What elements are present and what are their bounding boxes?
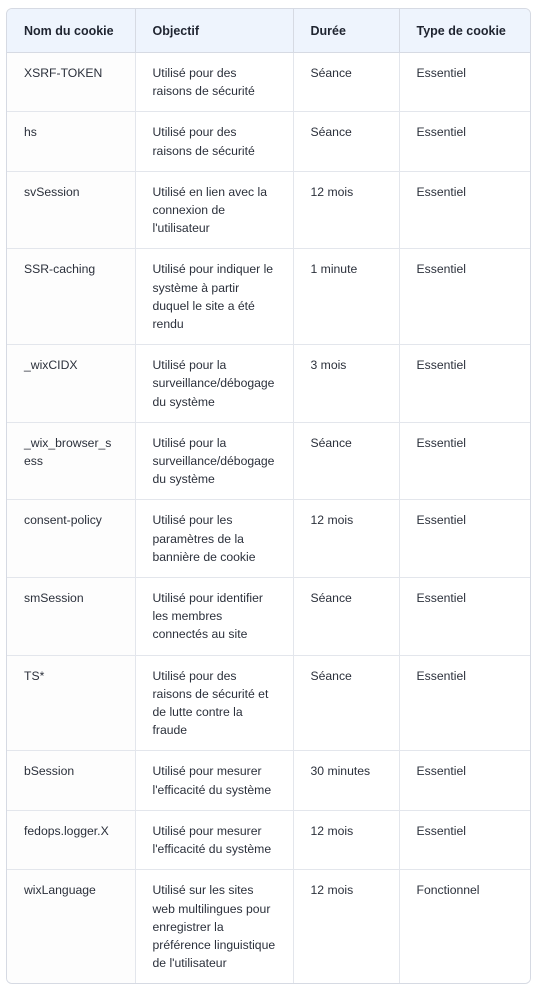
cookie-type-cell: Essentiel xyxy=(399,422,530,500)
table-row xyxy=(7,870,530,984)
table-row xyxy=(7,53,530,112)
cookie-duration-cell: 12 mois xyxy=(293,810,399,869)
cookie-duration-cell: Séance xyxy=(293,578,399,656)
cookie-duration-cell: Séance xyxy=(293,655,399,751)
cookie-purpose-cell: Utilisé pour la surveillance/débogage du système xyxy=(135,422,293,500)
cookie-duration-cell: 12 mois xyxy=(293,171,399,249)
cookie-purpose-cell: Utilisé pour la surveillance/débogage du système xyxy=(135,345,293,423)
column-header-purpose: Objectif xyxy=(135,9,293,53)
cookie-purpose-cell: Utilisé sur les sites web multilingues pour enregistrer la préférence linguistique de l'utilisateur xyxy=(135,870,293,984)
cookie-type-cell: Essentiel xyxy=(399,112,530,171)
table-row xyxy=(7,171,530,249)
table-row xyxy=(7,112,530,171)
cookie-name-cell: svSession xyxy=(7,171,135,249)
cookie-purpose-cell: Utilisé pour des raisons de sécurité xyxy=(135,53,293,112)
cookie-purpose-cell: Utilisé pour mesurer l'efficacité du système xyxy=(135,751,293,810)
column-header-cookie-type: Type de cookie xyxy=(399,9,530,53)
cookie-duration-cell: Séance xyxy=(293,53,399,112)
cookie-name-cell: wixLanguage xyxy=(7,870,135,984)
cookie-duration-cell: 1 minute xyxy=(293,249,399,345)
table-row xyxy=(7,655,530,751)
cookie-table xyxy=(7,9,530,983)
cookie-type-cell: Essentiel xyxy=(399,53,530,112)
cookie-name-cell: fedops.logger.X xyxy=(7,810,135,869)
column-header-duration: Durée xyxy=(293,9,399,53)
cookie-type-cell: Essentiel xyxy=(399,171,530,249)
table-row xyxy=(7,751,530,810)
cookie-duration-cell: 12 mois xyxy=(293,870,399,984)
cookie-purpose-cell: Utilisé pour des raisons de sécurité et de lutte contre la fraude xyxy=(135,655,293,751)
cookie-type-cell: Essentiel xyxy=(399,500,530,578)
cookie-type-cell: Fonctionnel xyxy=(399,870,530,984)
cookie-duration-cell: Séance xyxy=(293,422,399,500)
header-row xyxy=(7,9,530,53)
cookie-table-container xyxy=(6,8,531,984)
cookie-name-cell: TS* xyxy=(7,655,135,751)
cookie-type-cell: Essentiel xyxy=(399,751,530,810)
column-header-cookie-name: Nom du cookie xyxy=(7,9,135,53)
table-row xyxy=(7,422,530,500)
cookie-type-cell: Essentiel xyxy=(399,810,530,869)
cookie-purpose-cell: Utilisé pour identifier les membres connectés au site xyxy=(135,578,293,656)
cookie-name-cell: smSession xyxy=(7,578,135,656)
table-row xyxy=(7,500,530,578)
cookie-type-cell: Essentiel xyxy=(399,578,530,656)
cookie-name-cell: _wix_browser_sess xyxy=(7,422,135,500)
table-row xyxy=(7,345,530,423)
cookie-name-cell: _wixCIDX xyxy=(7,345,135,423)
cookie-duration-cell: 12 mois xyxy=(293,500,399,578)
cookie-type-cell: Essentiel xyxy=(399,345,530,423)
cookie-name-cell: consent-policy xyxy=(7,500,135,578)
cookie-name-cell: XSRF-TOKEN xyxy=(7,53,135,112)
cookie-table-body xyxy=(7,53,530,984)
cookie-purpose-cell: Utilisé pour indiquer le système à partir duquel le site a été rendu xyxy=(135,249,293,345)
cookie-purpose-cell: Utilisé pour des raisons de sécurité xyxy=(135,112,293,171)
cookie-purpose-cell: Utilisé pour mesurer l'efficacité du système xyxy=(135,810,293,869)
cookie-purpose-cell: Utilisé pour les paramètres de la bannière de cookie xyxy=(135,500,293,578)
cookie-table-header xyxy=(7,9,530,53)
cookie-type-cell: Essentiel xyxy=(399,249,530,345)
cookie-duration-cell: 3 mois xyxy=(293,345,399,423)
table-row xyxy=(7,810,530,869)
cookie-duration-cell: 30 minutes xyxy=(293,751,399,810)
cookie-purpose-cell: Utilisé en lien avec la connexion de l'utilisateur xyxy=(135,171,293,249)
cookie-name-cell: SSR-caching xyxy=(7,249,135,345)
table-row xyxy=(7,578,530,656)
cookie-duration-cell: Séance xyxy=(293,112,399,171)
cookie-name-cell: hs xyxy=(7,112,135,171)
table-row xyxy=(7,249,530,345)
cookie-type-cell: Essentiel xyxy=(399,655,530,751)
cookie-name-cell: bSession xyxy=(7,751,135,810)
